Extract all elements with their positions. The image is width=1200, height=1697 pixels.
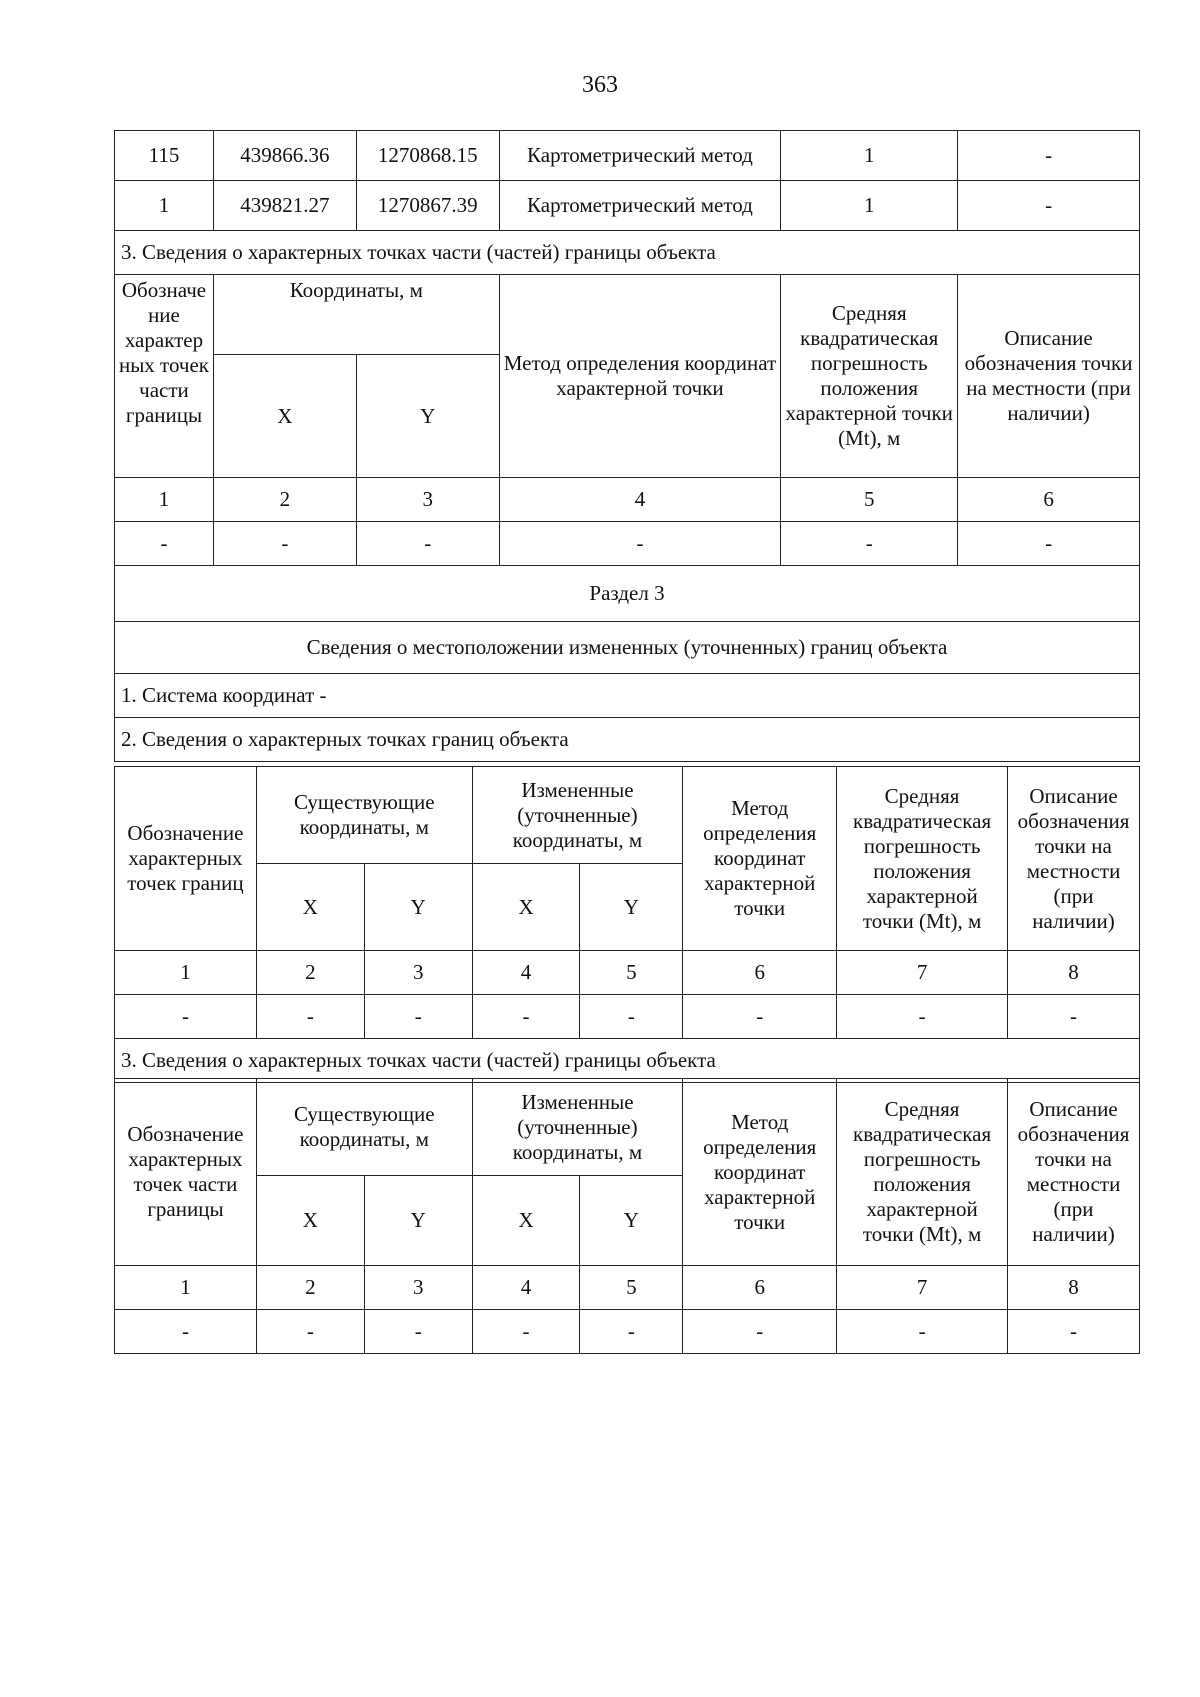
column-number: 1 — [115, 1266, 257, 1310]
column-number: 2 — [256, 951, 364, 995]
column-number: 7 — [837, 951, 1008, 995]
header-y: Y — [580, 1176, 683, 1266]
header-accuracy: Средняя квадратическая погрешность положения характерной точки (Mt), м — [837, 767, 1008, 951]
points-title: 2. Сведения о характерных точках границ объекта — [115, 718, 1140, 762]
header-accuracy: Средняя квадратическая погрешность положения характерной точки (Mt), м — [781, 275, 958, 478]
accuracy: 1 — [781, 181, 958, 231]
header-description: Описание обозначения точки на местности (при наличии) — [1008, 1079, 1140, 1266]
table-row — [115, 181, 1140, 231]
column-numbers-row — [115, 1266, 1140, 1310]
column-number: 5 — [580, 951, 683, 995]
header-y: Y — [364, 1176, 472, 1266]
description: - — [958, 131, 1140, 181]
empty-cell: - — [499, 522, 781, 566]
section-subtitle: Сведения о местоположении измененных (уточненных) границ объекта — [115, 622, 1140, 674]
header-designation: Обозначение характерных точек части границы — [115, 1079, 257, 1266]
header-y: Y — [364, 864, 472, 951]
column-number: 6 — [683, 1266, 837, 1310]
header-existing: Существующие координаты, м — [256, 1079, 472, 1176]
empty-row — [115, 1310, 1140, 1354]
part-points-title: 3. Сведения о характерных точках части (частей) границы объекта — [115, 1039, 1140, 1083]
header-x: X — [256, 864, 364, 951]
column-number: 6 — [683, 951, 837, 995]
empty-cell: - — [837, 995, 1008, 1039]
empty-cell: - — [115, 995, 257, 1039]
section-title: Раздел 3 — [115, 566, 1140, 622]
header-y: Y — [580, 864, 683, 951]
empty-cell: - — [256, 1310, 364, 1354]
header-description: Описание обозначения точки на местности (при наличии) — [1008, 767, 1140, 951]
header-designation: Обозначе ние характер ных точек части границы — [115, 275, 214, 478]
coord-y: 1270868.15 — [356, 131, 499, 181]
header-x: X — [472, 1176, 580, 1266]
column-number: 2 — [256, 1266, 364, 1310]
column-number: 4 — [472, 951, 580, 995]
column-numbers-row — [115, 951, 1140, 995]
changed-part-boundary-table — [114, 1078, 1140, 1354]
empty-cell: - — [115, 522, 214, 566]
point-id: 1 — [115, 181, 214, 231]
header-x: X — [213, 355, 356, 478]
column-numbers-row — [115, 478, 1140, 522]
empty-cell: - — [683, 1310, 837, 1354]
coord-x: 439821.27 — [213, 181, 356, 231]
coordinate-system: 1. Система координат - — [115, 674, 1140, 718]
header-method: Метод определения координат характерной точки — [499, 275, 781, 478]
empty-cell: - — [837, 1310, 1008, 1354]
empty-cell: - — [1008, 1310, 1140, 1354]
column-number: 3 — [364, 951, 472, 995]
accuracy: 1 — [781, 131, 958, 181]
empty-cell: - — [580, 1310, 683, 1354]
header-x: X — [256, 1176, 364, 1266]
empty-cell: - — [958, 522, 1140, 566]
header-method: Метод определения координат характерной точки — [683, 767, 837, 951]
method: Картометрический метод — [499, 181, 781, 231]
empty-cell: - — [580, 995, 683, 1039]
empty-row — [115, 522, 1140, 566]
boundary-points-table — [114, 130, 1140, 762]
empty-cell: - — [356, 522, 499, 566]
empty-cell: - — [472, 995, 580, 1039]
empty-cell: - — [1008, 995, 1140, 1039]
column-number: 1 — [115, 951, 257, 995]
empty-cell: - — [364, 995, 472, 1039]
header-changed: Измененные (уточненные) координаты, м — [472, 767, 683, 864]
empty-row — [115, 995, 1140, 1039]
column-number: 5 — [580, 1266, 683, 1310]
column-number: 3 — [356, 478, 499, 522]
column-number: 1 — [115, 478, 214, 522]
header-coordinates: Координаты, м — [213, 275, 499, 355]
empty-cell: - — [256, 995, 364, 1039]
column-number: 7 — [837, 1266, 1008, 1310]
description: - — [958, 181, 1140, 231]
method: Картометрический метод — [499, 131, 781, 181]
table-row — [115, 131, 1140, 181]
column-number: 4 — [472, 1266, 580, 1310]
changed-boundary-table — [114, 766, 1140, 1083]
empty-cell: - — [472, 1310, 580, 1354]
column-number: 5 — [781, 478, 958, 522]
empty-cell: - — [781, 522, 958, 566]
header-accuracy: Средняя квадратическая погрешность положения характерной точки (Mt), м — [837, 1079, 1008, 1266]
header-y: Y — [356, 355, 499, 478]
empty-cell: - — [213, 522, 356, 566]
column-number: 8 — [1008, 1266, 1140, 1310]
column-number: 4 — [499, 478, 781, 522]
column-number: 6 — [958, 478, 1140, 522]
column-number: 8 — [1008, 951, 1140, 995]
column-number: 2 — [213, 478, 356, 522]
part-points-title: 3. Сведения о характерных точках части (частей) границы объекта — [115, 231, 1140, 275]
header-x: X — [472, 864, 580, 951]
empty-cell: - — [364, 1310, 472, 1354]
header-existing: Существующие координаты, м — [256, 767, 472, 864]
empty-cell: - — [115, 1310, 257, 1354]
page-number: 363 — [582, 72, 618, 98]
header-changed: Измененные (уточненные) координаты, м — [472, 1079, 683, 1176]
empty-cell: - — [683, 995, 837, 1039]
header-designation: Обозначение характерных точек границ — [115, 767, 257, 951]
coord-x: 439866.36 — [213, 131, 356, 181]
point-id: 115 — [115, 131, 214, 181]
header-description: Описание обозначения точки на местности (при наличии) — [958, 275, 1140, 478]
coord-y: 1270867.39 — [356, 181, 499, 231]
header-method: Метод определения координат характерной точки — [683, 1079, 837, 1266]
column-number: 3 — [364, 1266, 472, 1310]
